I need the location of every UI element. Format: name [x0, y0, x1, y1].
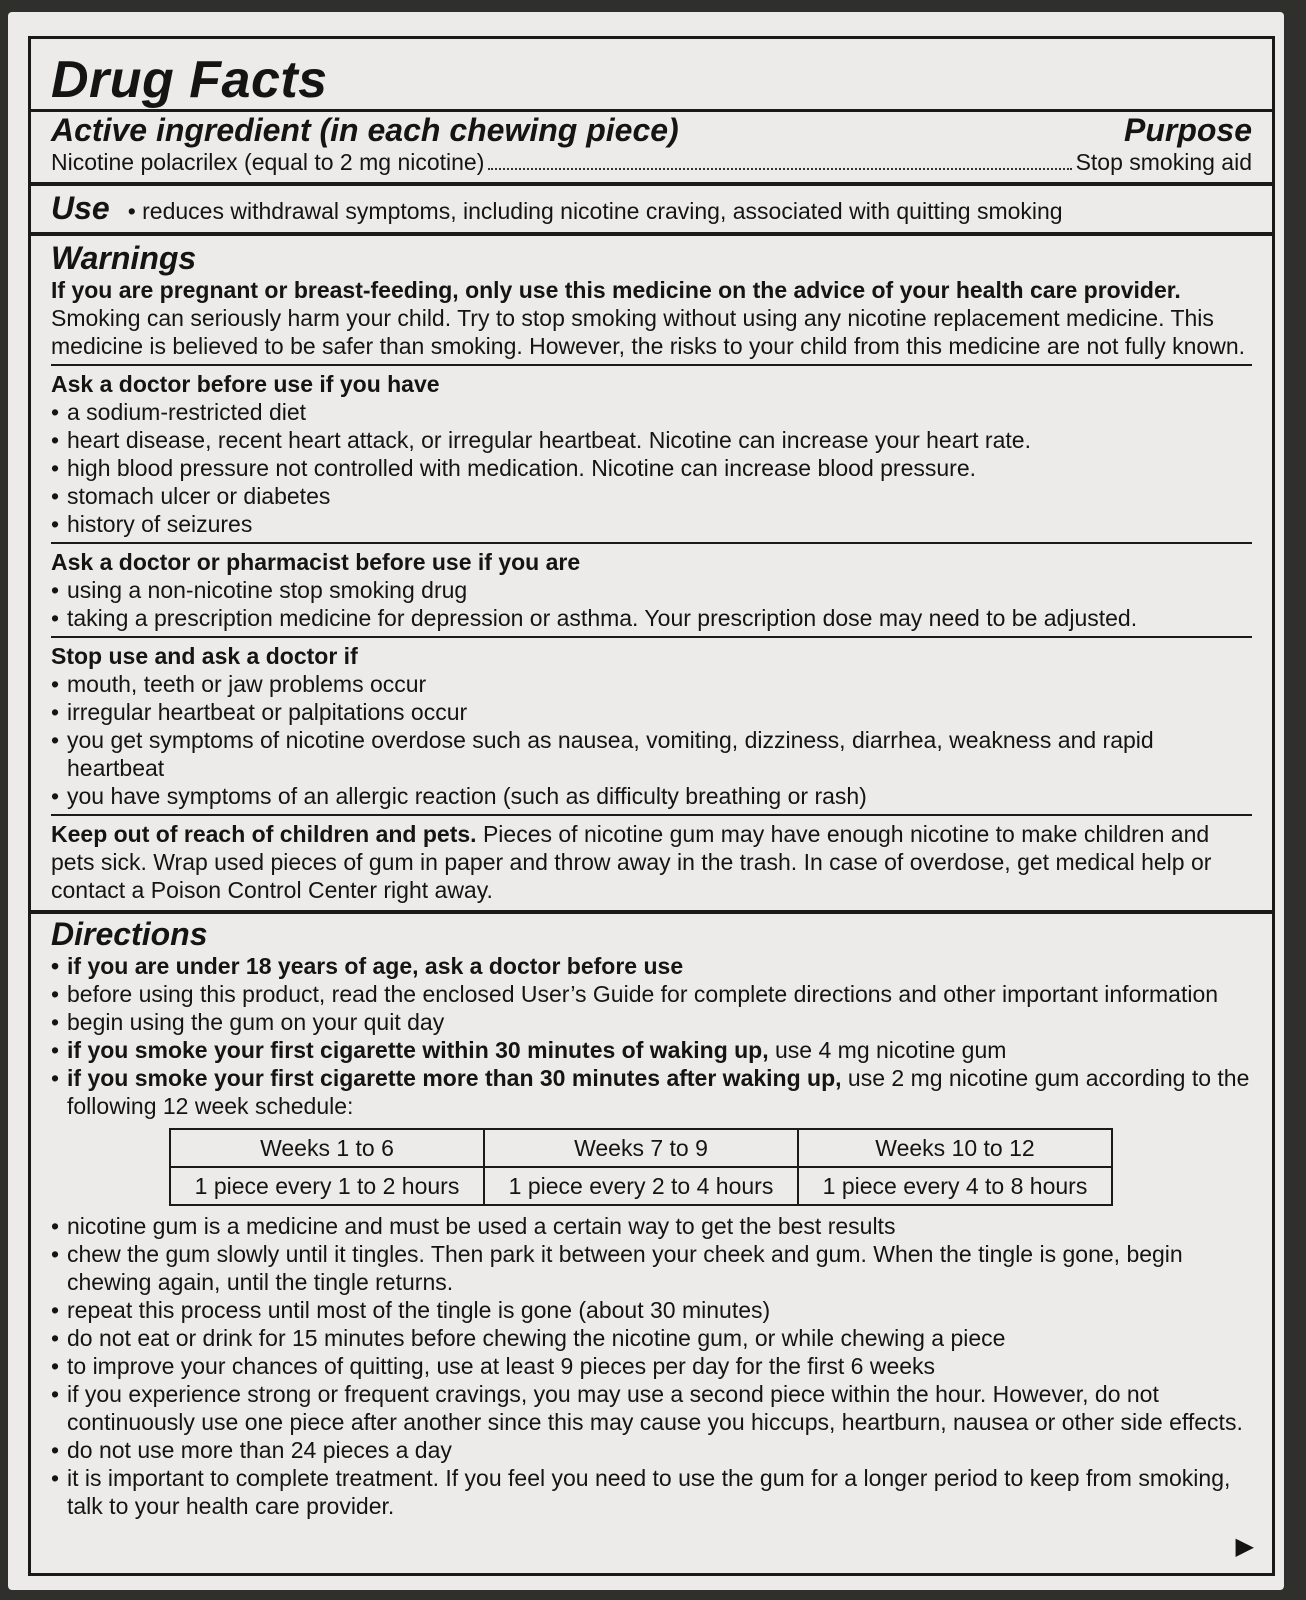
leader-dots: [488, 168, 1071, 170]
list-item: • you have symptoms of an allergic reaction (such as difficulty breathing or rash): [51, 782, 1252, 810]
keep-out-bold: Keep out of reach of children and pets.: [51, 821, 477, 847]
list-item: • mouth, teeth or jaw problems occur: [51, 670, 1252, 698]
keep-out-text: Pieces of nicotine gum may have enough nicotine to make children and pets sick. Wrap used pieces of gum in paper and throw away in the trash. In case of overdose, get medical help or contact a Poison Control Center right away.: [51, 821, 1212, 903]
keep-out-block: [51, 814, 1252, 910]
active-ingredient-header: [51, 112, 1252, 148]
active-ingredient-heading: Active ingredient (in each chewing piece): [51, 112, 679, 148]
drug-facts-title: Drug Facts: [51, 51, 328, 109]
purpose-heading: Purpose: [1123, 112, 1252, 148]
list-item: • stomach ulcer or diabetes: [51, 482, 1252, 510]
purpose-text: Stop smoking aid: [1075, 149, 1252, 175]
use-section: [51, 186, 1252, 232]
list-item: • history of seizures: [51, 510, 1252, 538]
list-item: • before using this product, read the enclosed User’s Guide for complete directions and other important information: [51, 980, 1252, 1008]
list-item: • high blood pressure not controlled with medication. Nicotine can increase blood pressure.: [51, 454, 1252, 482]
package-panel: [8, 12, 1284, 1590]
list-item: • chew the gum slowly until it tingles. Then park it between your cheek and gum. When the tingle is gone, begin chewing again, until the tingle returns.: [51, 1240, 1252, 1296]
list-item: • nicotine gum is a medicine and must be used a certain way to get the best results: [51, 1212, 1252, 1240]
list-item: • begin using the gum on your quit day: [51, 1008, 1252, 1036]
stop-use-block: [51, 636, 1252, 810]
continue-arrow-icon: ▶: [1235, 1533, 1254, 1560]
list-item: • a sodium-restricted diet: [51, 398, 1252, 426]
list-item: • you get symptoms of nicotine overdose such as nausea, vomiting, dizziness, diarrhea, weakness and rapid heartbeat: [51, 726, 1252, 782]
stop-use-heading: Stop use and ask a doctor if: [51, 643, 358, 669]
table-header-cell: Weeks 7 to 9: [484, 1129, 798, 1167]
pregnant-warning-bold: If you are pregnant or breast-feeding, only use this medicine on the advice of your health care provider.: [51, 277, 1181, 303]
list-item: • to improve your chances of quitting, use at least 9 pieces per day for the first 6 weeks: [51, 1352, 1252, 1380]
list-item: • taking a prescription medicine for depression or asthma. Your prescription dose may need to be adjusted.: [51, 604, 1252, 632]
use-text: • reduces withdrawal symptoms, including nicotine craving, associated with quitting smoking: [127, 198, 1063, 224]
list-item: • if you smoke your first cigarette within 30 minutes of waking up, use 4 mg nicotine gum: [51, 1036, 1252, 1064]
list-item: • repeat this process until most of the tingle is gone (about 30 minutes): [51, 1296, 1252, 1324]
ask-pharmacist-block: [51, 542, 1252, 632]
dosage-schedule-table: [169, 1128, 1113, 1206]
list-item: • irregular heartbeat or palpitations occur: [51, 698, 1252, 726]
table-cell: 1 piece every 1 to 2 hours: [170, 1167, 484, 1205]
warnings-heading: Warnings: [51, 240, 197, 276]
warnings-section: [51, 240, 1252, 910]
list-item: • if you experience strong or frequent cravings, you may use a second piece within the hour. However, do not continuously use one piece after another since this may cause you hiccups, heartburn, nausea or other side effects.: [51, 1380, 1252, 1436]
directions-section: [51, 916, 1252, 1520]
ask-pharmacist-heading: Ask a doctor or pharmacist before use if you are: [51, 549, 581, 575]
list-item: • do not use more than 24 pieces a day: [51, 1436, 1252, 1464]
drug-facts-panel: [28, 36, 1275, 1576]
ask-doctor-heading: Ask a doctor before use if you have: [51, 371, 440, 397]
list-item: • if you are under 18 years of age, ask a doctor before use: [51, 952, 1252, 980]
table-header-cell: Weeks 1 to 6: [170, 1129, 484, 1167]
list-item: • heart disease, recent heart attack, or irregular heartbeat. Nicotine can increase your heart rate.: [51, 426, 1252, 454]
list-item: • if you smoke your first cigarette more than 30 minutes after waking up, use 2 mg nicotine gum according to the following 12 week schedule:: [51, 1064, 1252, 1120]
list-item: • do not eat or drink for 15 minutes before chewing the nicotine gum, or while chewing a piece: [51, 1324, 1252, 1352]
active-ingredient-row: [51, 148, 1252, 176]
list-item: • using a non-nicotine stop smoking drug: [51, 576, 1252, 604]
table-header-cell: Weeks 10 to 12: [798, 1129, 1112, 1167]
pregnant-warning-text: Smoking can seriously harm your child. Try to stop smoking without using any nicotine replacement medicine. This medicine is believed to be safer than smoking. However, the risks to your child from this medicine are not fully known.: [51, 305, 1246, 359]
ingredient-name: Nicotine polacrilex (equal to 2 mg nicotine): [51, 149, 485, 175]
list-item: • it is important to complete treatment. If you feel you need to use the gum for a longer period to keep from smoking, talk to your health care provider.: [51, 1464, 1252, 1520]
directions-heading: Directions: [51, 916, 208, 952]
ask-doctor-block: [51, 364, 1252, 538]
table-cell: 1 piece every 2 to 4 hours: [484, 1167, 798, 1205]
use-heading: Use: [51, 190, 110, 226]
table-cell: 1 piece every 4 to 8 hours: [798, 1167, 1112, 1205]
